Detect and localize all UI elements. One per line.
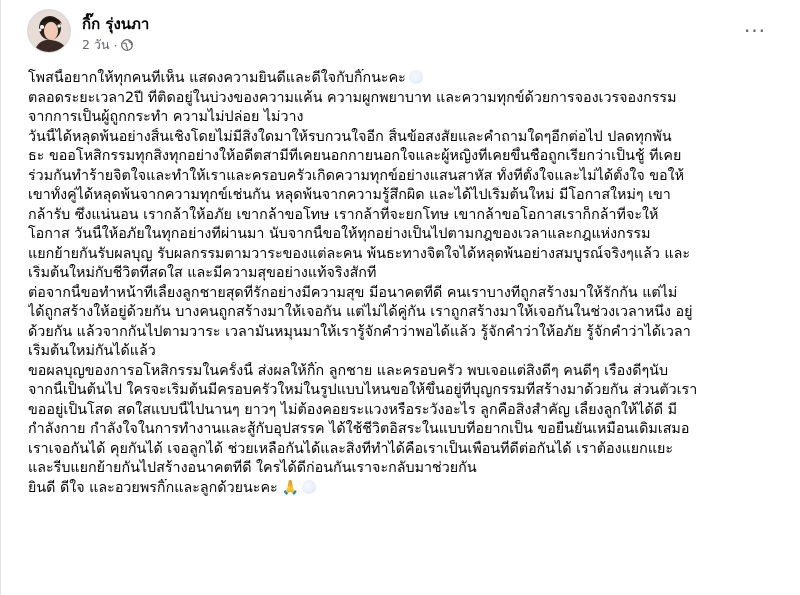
text-line: ขอผลบุญของการอโหสิกรรมในครั้งนี้ ส่งผลให้กิ๊ก ลูกชาย และครอบครัว พบเจอแต่สิ่งดีๆ คนดีๆ เรื่องดีๆนับ (28, 362, 669, 379)
text-line: กำลังกาย กำลังใจในการทำงานและสู้กับอุปสรรค ได้ใช้ชีวิตอิสระในแบบที่อยากเป็น ขอยืนยันเหมือนเดิมเสมอ (28, 421, 690, 437)
text-line: เริ่มต้นใหม่กับชีวิตที่สดใส และมีความสุขอย่างแท้จริงสักที (28, 265, 377, 281)
text-line-content: ยินดี ดีใจ และอวยพรกิ๊กและลูกด้วยนะคะ (28, 479, 278, 496)
post-meta (82, 35, 133, 55)
post-header (27, 9, 787, 53)
folded-hands-icon: 🙏 (281, 479, 300, 496)
text-line: จากนี้เป็นต้นไป ใครจะเริ่มต้นมีครอบครัวใหม่ในรูปแบบไหนขอให้ขึ้นอยู่ที่บุญกรรมที่สร้างมาด้วยกัน ส่วนตัวเรา (28, 382, 698, 398)
text-line: จากการเป็นผู้ถูกกระทำ ความไม่ปล่อย ไม่วาง (28, 109, 304, 125)
text-line (28, 69, 788, 89)
text-line: กล้ารับ ซึ่งแน่นอน เรากล้าให้อภัย เขากล้าขอโทษ เรากล้าที่จะยกโทษ เขากล้าขอโอกาสเราก็กล้าที่จะให้ (28, 206, 659, 223)
text-line: ธะ ขออโหสิกรรมทุกสิ่งทุกอย่างให้อดีตสามีที่เคยนอกกายนอกใจและผู้หญิงที่เคยขึ้นชื่อถูกเรียกว่าเป็นชู้ ที่เคย (28, 148, 682, 164)
text-line: ต่อจากนี้ขอทำหน้าที่เลี้ยงลูกชายสุดที่รักอย่างมีความสุข มีอนาคตที่ดี คนเราบางทีถูกสร้างมาให้รักกัน แต่ไม่ (28, 284, 678, 301)
post-time[interactable]: 2 วัน (82, 37, 110, 52)
text-line: ด้วยกัน แล้วจากกันไปตามวาระ เวลามันหมุนมาให้เรารู้จักคำว่าพอได้แล้ว รู้จักคำว่าให้อภัย รู้จักคำว่าได้เวลา (28, 323, 691, 340)
post-paragraph-1 (28, 69, 788, 498)
text-line: ตลอดระยะเวลา2ปี ที่ติดอยู่ในบ่วงของความแค้น ความผูกพยาบาท และความทุกข์ด้วยการจองเวรจองกรรม (28, 89, 677, 106)
text-line: เราเจอกันได้ คุยกันได้ เจอลูกได้ ช่วยเหลือกันได้และสิ่งที่ทำได้คือเราเป็นเพื่อนที่ดีต่อกันได้ เราต้องแยกแยะ (28, 440, 674, 457)
text-line: ขออยู่เป็นโสด สดใสแบบนี้ไปนานๆ ยาวๆ ไม่ต้องคอยระแวงหรือระวังอะไร ลูกคือสิ่งสำคัญ เลี้ยงลูกให้ได้ดี มี (28, 401, 678, 418)
text-line: แยกย้ายกันรับผลบุญ รับผลกรรมตามวาระของแต่ละคน พ้นธะทางจิตใจได้หลุดพ้นอย่างสมบูรณ์จริงๆแล้ว และ (28, 245, 691, 262)
white-heart-icon (302, 480, 316, 494)
text-line-content: โพสนี้อยากให้ทุกคนที่เห็น แสดงความยินดีและดีใจกับกิ๊กนะคะ (28, 70, 406, 86)
text-line: เขาทั้งคู่ได้หลุดพ้นจากความทุกข์เช่นกัน หลุดพ้นจากความรู้สึกผิด และได้ไปเริ่มต้นใหม่ มีโอกาสใหม่ๆ เขา (28, 187, 671, 203)
text-line: เริ่มต้นใหม่กันได้แล้ว (28, 343, 156, 359)
text-line: ได้ถูกสร้างให้อยู่ด้วยกัน บางคนถูกสร้างมาให้เจอกัน แต่ไม่ได้คู่กัน เราถูกสร้างมาให้เจอกันในช่วงเวลาหนึ่ง อยู่ (28, 304, 693, 320)
author-name[interactable]: กิ๊ก รุ่งนภา (82, 15, 150, 33)
post-text (28, 69, 788, 498)
author-avatar[interactable] (27, 9, 71, 53)
text-line (28, 479, 788, 499)
text-line: ร่วมกันทำร้ายจิตใจและทำให้เราและครอบครัวเกิดความทุกข์อย่างแสนสาหัส ทั้งที่ตั้งใจและไม่ได้ตั้งใจ ขอให้ (28, 167, 685, 184)
white-heart-icon (409, 70, 423, 84)
more-horizontal-icon[interactable]: ··· (743, 19, 767, 43)
text-line: และรีบแยกย้ายกันไปสร้างอนาคตที่ดี ใครได้ดีก่อนกันเราจะกลับมาช่วยกัน (28, 460, 477, 476)
text-line: วันนี้ได้หลุดพ้นอย่างสิ้นเชิงโดยไม่มีสิ่งใดมาให้รบกวนใจอีก สิ้นข้อสงสัยและคำถามใดๆอีกต่อไป ปลดทุกพัน (28, 128, 672, 145)
avatar-photo (28, 10, 71, 53)
globe-icon[interactable] (121, 39, 133, 51)
meta-separator: · (113, 37, 118, 53)
text-line: โอกาส วันนี้ให้อภัยในทุกอย่างที่ผ่านมา นับจากนี้ขอให้ทุกอย่างเป็นไปตามกฎของเวลาและกฎแห่งกรรม (28, 226, 651, 242)
